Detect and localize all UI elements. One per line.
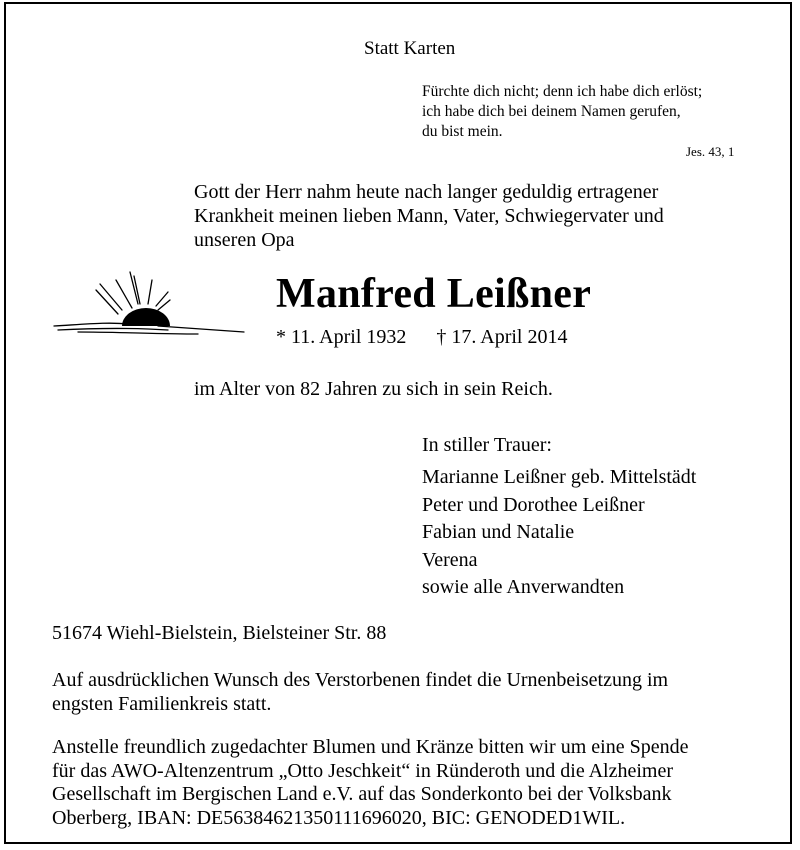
- sunrise-icon: [48, 270, 248, 347]
- life-dates: [276, 326, 568, 349]
- wish-line: Auf ausdrücklichen Wunsch des Verstorbenen findet die Urnenbeisetzung im: [52, 669, 669, 691]
- mourning-heading: In stiller Trauer:: [422, 434, 552, 456]
- wish-line: engsten Familienkreis statt.: [52, 693, 272, 715]
- donation-line: Anstelle freundlich zugedachter Blumen und Kränze bitten wir um eine Spende: [52, 736, 689, 758]
- burial-wish: [52, 668, 668, 716]
- verse-line: ich habe dich bei deinem Namen gerufen,: [422, 103, 681, 120]
- mourner-name: Marianne Leißner geb. Mittelstädt: [422, 466, 697, 488]
- address-line: 51674 Wiehl-Bielstein, Bielsteiner Str. 88: [52, 622, 387, 644]
- intro-line: unseren Opa: [194, 229, 295, 251]
- birth-date: * 11. April 1932: [276, 326, 407, 348]
- statt-karten-heading: Statt Karten: [364, 38, 456, 59]
- mourner-name: Peter und Dorothee Leißner: [422, 493, 645, 516]
- deceased-name: Manfred Leißner: [276, 271, 592, 317]
- donation-line: Oberberg, IBAN: DE56384621350111696020, BIC: GENODED1WIL.: [52, 806, 626, 829]
- mourner-name: Fabian und Natalie: [422, 521, 575, 543]
- bible-verse: [422, 82, 702, 142]
- donation-line: Gesellschaft im Bergischen Land e.V. auf das Sonderkonto bei der Volksbank: [52, 783, 672, 805]
- mourner-name: Verena: [422, 548, 478, 571]
- verse-reference: Jes. 43, 1: [686, 144, 735, 159]
- mourners-list: [422, 464, 696, 602]
- intro-text: [194, 180, 664, 252]
- age-line: im Alter von 82 Jahren zu sich in sein Reich.: [194, 378, 553, 400]
- death-date: † 17. April 2014: [436, 326, 568, 348]
- verse-line: Fürchte dich nicht; denn ich habe dich erlöst;: [422, 83, 703, 100]
- obituary-notice: [4, 2, 792, 844]
- donation-line: für das AWO-Altenzentrum „Otto Jeschkeit“ in Ründeroth und die Alzheimer: [52, 759, 674, 782]
- mourner-name: sowie alle Anverwandten: [422, 576, 625, 598]
- intro-line: Krankheit meinen lieben Mann, Vater, Schwiegervater und: [194, 205, 664, 227]
- donation-request: [52, 736, 688, 830]
- verse-line: du bist mein.: [422, 123, 503, 140]
- intro-line: Gott der Herr nahm heute nach langer geduldig ertragener: [194, 181, 659, 203]
